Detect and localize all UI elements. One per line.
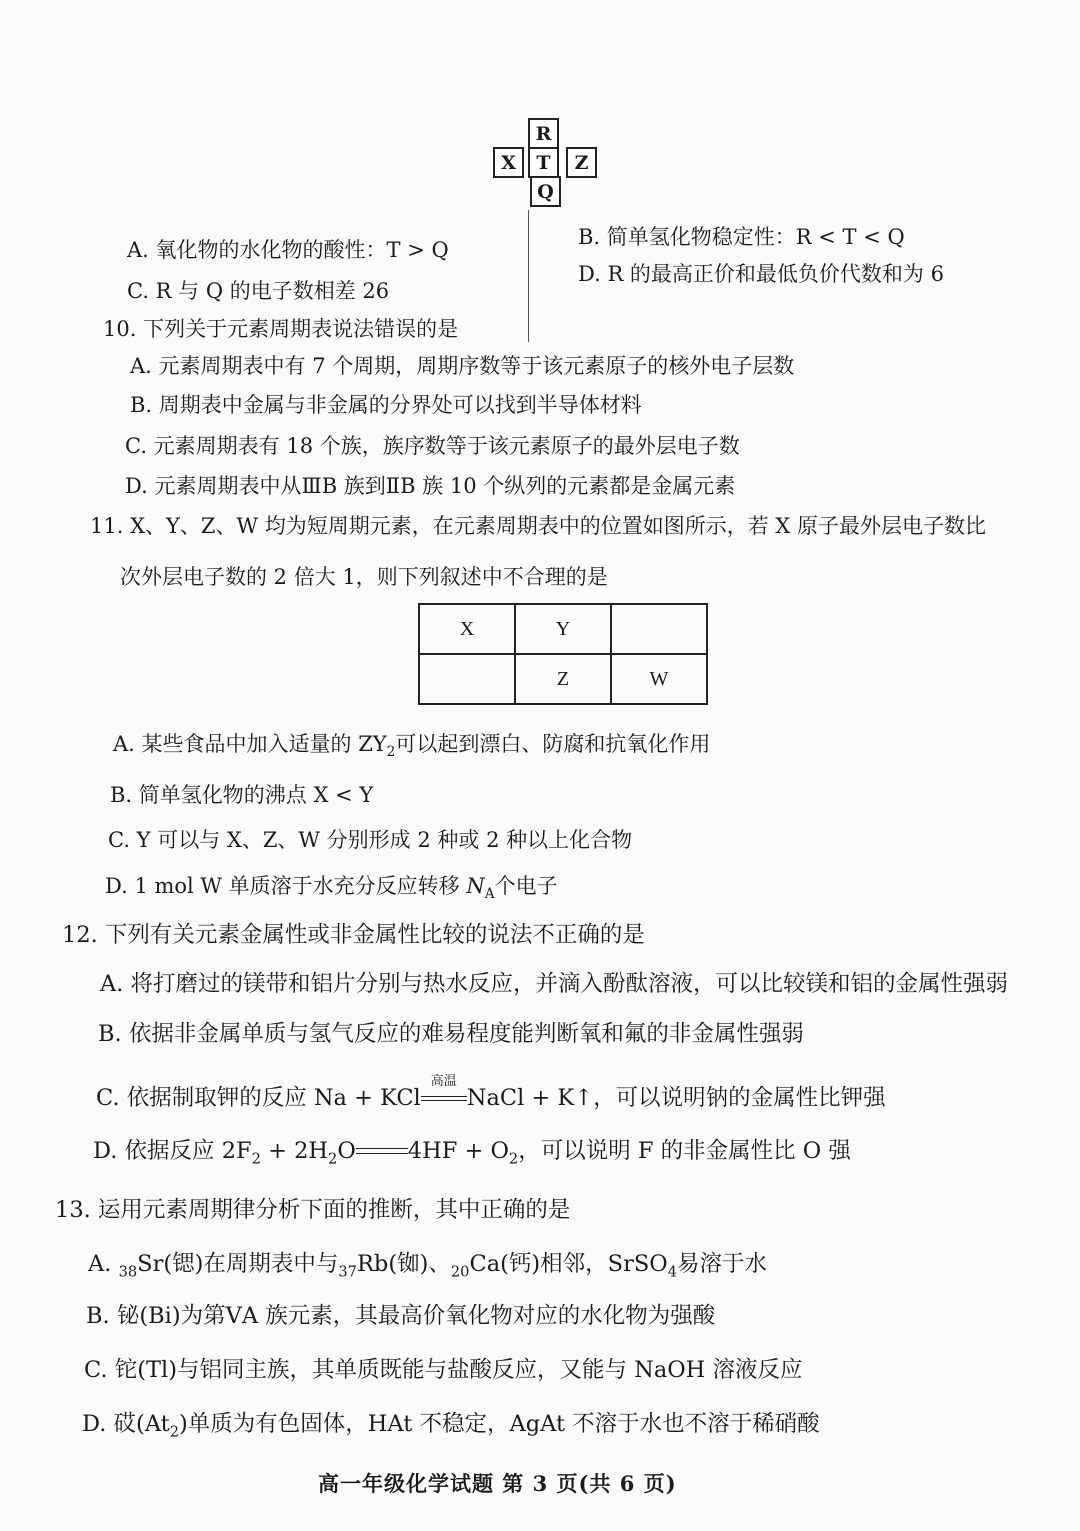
text: D. 依据反应 2F: [93, 1138, 252, 1164]
q10-option-b: B. 周期表中金属与非金属的分界处可以找到半导体材料: [130, 393, 642, 417]
cell-z: Z: [566, 147, 597, 178]
atomic-number: 37: [338, 1263, 357, 1281]
text: )单质为有色固体，HAt 不稳定，AgAt 不溶于水也不溶于稀硝酸: [179, 1411, 820, 1437]
subscript: 2: [328, 1150, 338, 1168]
q11-option-d-text-end: 个电子: [494, 874, 558, 898]
table-row: [419, 604, 707, 654]
q11-option-a: [113, 728, 710, 760]
atomic-number: 38: [118, 1263, 138, 1281]
q11-stem-line2: 次外层电子数的 2 倍大 1，则下列叙述中不合理的是: [120, 565, 608, 589]
q10-stem: 10. 下列关于元素周期表说法错误的是: [103, 317, 459, 341]
q9-option-b: B. 简单氢化物稳定性：R < T < Q: [578, 225, 905, 249]
page-footer: 高一年级化学试题 第 3 页(共 6 页): [318, 1471, 677, 1496]
text: D. 砹(At: [82, 1411, 170, 1437]
table-cell-x: X: [419, 604, 515, 654]
q13-option-b: B. 铋(Bi)为第ⅤA 族元素，其最高价氧化物对应的水化物为强酸: [86, 1303, 716, 1329]
subscript: 2: [386, 744, 396, 761]
q13-stem: 13. 运用元素周期律分析下面的推断，其中正确的是: [55, 1197, 571, 1223]
subscript: 2: [251, 1150, 261, 1168]
cell-t: T: [528, 147, 559, 178]
q12-option-c: [96, 1074, 886, 1112]
text: + 2H: [260, 1138, 329, 1164]
q12-option-b: B. 依据非金属单质与氢气反应的难易程度能判断氧和氟的非金属性强弱: [98, 1021, 804, 1047]
cell-q: Q: [530, 176, 561, 207]
text: 4HF + O: [407, 1138, 509, 1164]
text: 易溶于水: [677, 1251, 768, 1277]
table-cell-w: W: [611, 654, 707, 704]
q12-stem: 12. 下列有关元素金属性或非金属性比较的说法不正确的是: [62, 922, 645, 948]
q12-option-a: A. 将打磨过的镁带和铝片分别与热水反应，并滴入酚酞溶液，可以比较镁和铝的金属性强弱: [100, 971, 1009, 997]
q11-option-a-text-end: 可以起到漂白、防腐和抗氧化作用: [395, 732, 711, 756]
q13-option-a: [88, 1246, 767, 1281]
cell-x: X: [493, 147, 524, 178]
q10-option-a: A. 元素周期表中有 7 个周期，周期序数等于该元素原子的核外电子层数: [130, 354, 795, 378]
text: ，可以说明 F 的非金属性比 O 强: [518, 1138, 851, 1164]
q11-stem-line1: 11. X、Y、Z、W 均为短周期元素，在元素周期表中的位置如图所示，若 X 原子最外层电子数比: [90, 514, 987, 538]
q13-option-d: [82, 1406, 820, 1441]
reaction-condition: 高温: [430, 1074, 457, 1089]
text: Sr(锶)在周期表中与: [137, 1251, 339, 1277]
avogadro-symbol: N: [466, 874, 485, 898]
subscript: 2: [508, 1150, 519, 1168]
atomic-number: 20: [450, 1263, 470, 1281]
q9-option-a: A. 氧化物的水化物的酸性：T > Q: [127, 238, 449, 262]
text: A.: [88, 1251, 119, 1277]
divider-line: [528, 210, 529, 342]
text: Ca(钙)相邻，SrSO: [469, 1251, 668, 1277]
q11-option-a-text: A. 某些食品中加入适量的 ZY: [113, 732, 387, 756]
q9-option-d: D. R 的最高正价和最低负价代数和为 6: [578, 262, 944, 286]
q13-option-c: C. 铊(Tl)与铝同主族，其单质既能与盐酸反应，又能与 NaOH 溶液反应: [84, 1357, 803, 1383]
table-cell-empty: [419, 654, 515, 704]
subscript: 4: [667, 1263, 677, 1281]
q12-option-d: [93, 1133, 851, 1168]
table-row: [419, 654, 707, 704]
q10-option-d: D. 元素周期表中从ⅢB 族到ⅡB 族 10 个纵列的元素都是金属元素: [125, 474, 736, 498]
table-cell-y: Y: [515, 604, 611, 654]
q12-option-c-text-end: NaCl + K↑，可以说明钠的金属性比钾强: [466, 1085, 886, 1111]
cell-r: R: [528, 118, 559, 149]
q11-option-b: B. 简单氢化物的沸点 X < Y: [110, 783, 374, 807]
q11-option-c: C. Y 可以与 X、Z、W 分别形成 2 种或 2 种以上化合物: [108, 828, 633, 852]
q11-position-table: [418, 603, 708, 705]
text: Rb(铷)、: [356, 1251, 451, 1277]
table-cell-z: Z: [515, 654, 611, 704]
table-cell-empty: [611, 604, 707, 654]
q12-option-c-text: C. 依据制取钾的反应 Na + KCl: [96, 1085, 421, 1111]
q11-option-d: [105, 870, 558, 902]
subscript: 2: [169, 1423, 180, 1441]
q11-option-d-text: D. 1 mol W 单质溶于水充分反应转移: [105, 874, 467, 898]
q10-option-c: C. 元素周期表有 18 个族，族序数等于该元素原子的最外层电子数: [125, 434, 740, 458]
equals-sign: [356, 1146, 408, 1158]
q9-option-c: C. R 与 Q 的电子数相差 26: [127, 279, 390, 303]
text: O: [337, 1138, 356, 1164]
subscript: A: [484, 886, 495, 903]
high-temp-reaction-sign: [421, 1074, 467, 1108]
